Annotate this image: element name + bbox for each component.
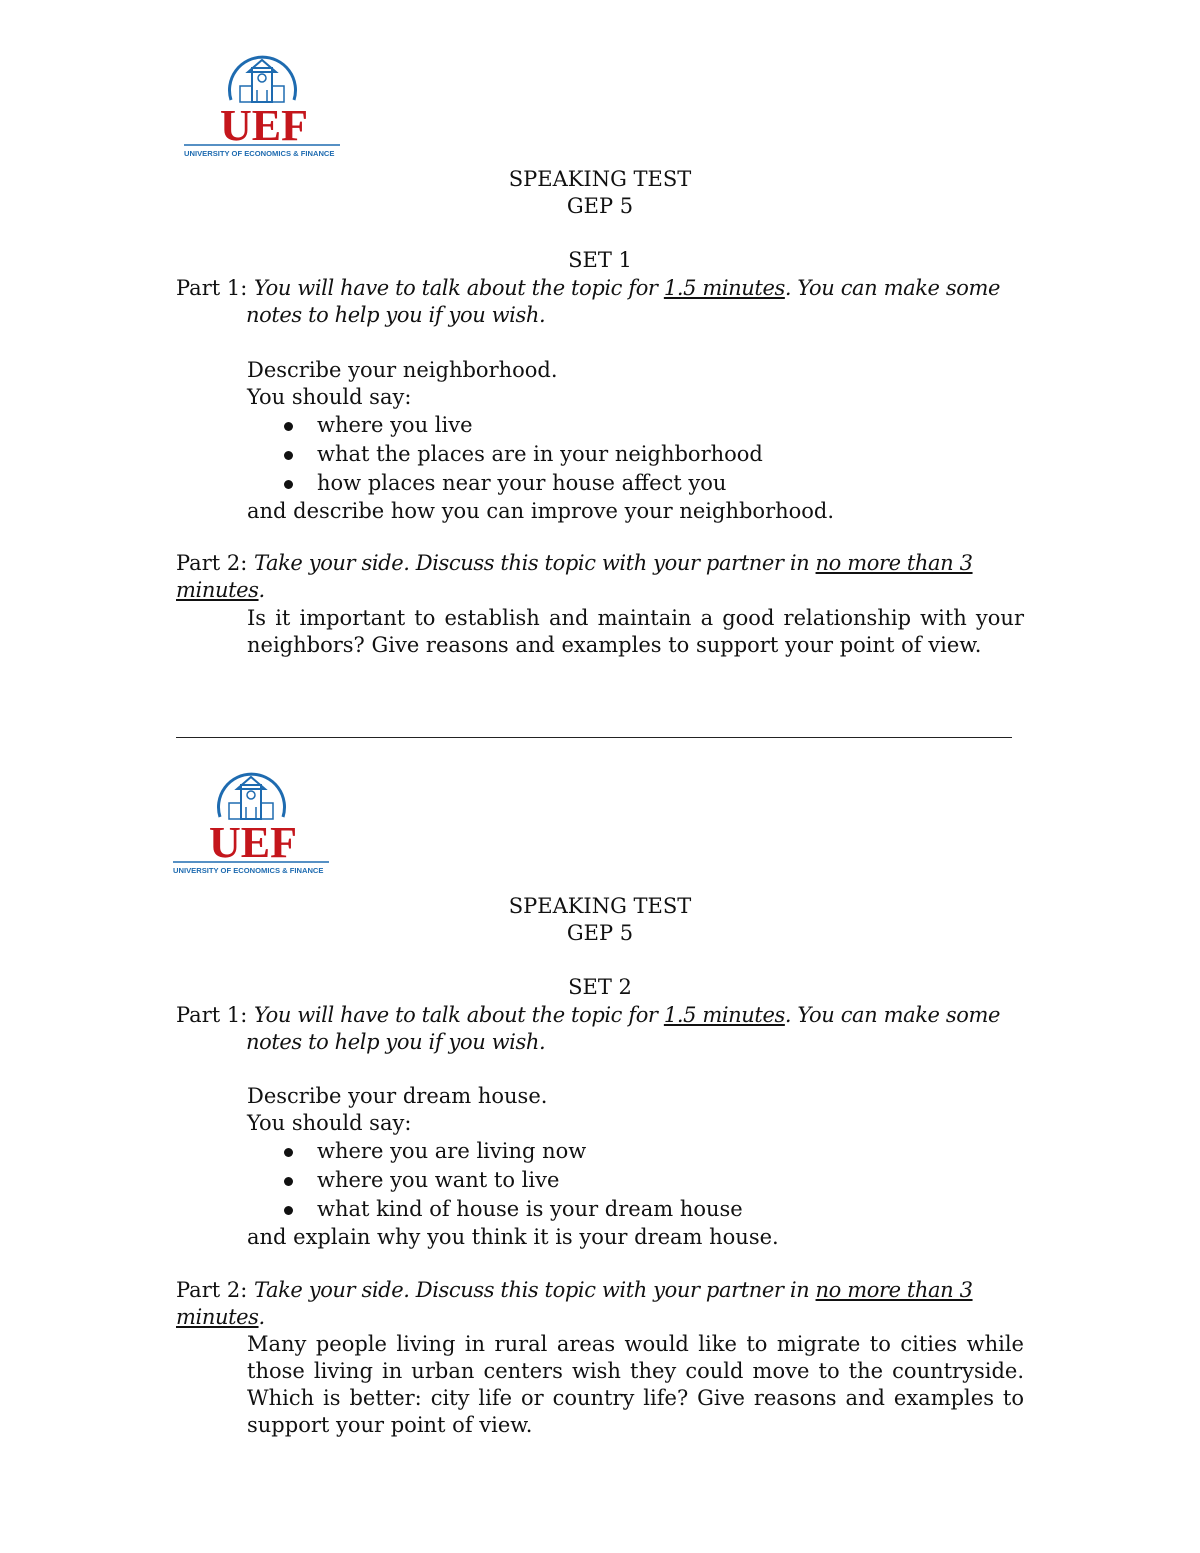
set-label: SET 1: [568, 248, 632, 272]
time-limit: no more than 3 minutes: [176, 551, 973, 602]
set2-heading: [0, 893, 1200, 1001]
list-item: what the places are in your neighborhood: [247, 440, 1024, 469]
list-item: where you want to live: [247, 1166, 1024, 1195]
topic-prompt: You should say:: [247, 1111, 412, 1135]
test-title: SPEAKING TEST: [508, 894, 692, 918]
uef-logo-emblem: [173, 771, 333, 877]
logo-tagline: UNIVERSITY OF ECONOMICS & FINANCE: [184, 149, 335, 158]
bullet-icon: [284, 1177, 293, 1186]
time-limit: 1.5 minutes: [663, 1003, 785, 1027]
list-item: what kind of house is your dream house: [247, 1195, 1024, 1224]
part-instruction: Take your side. Discuss this topic with your partner in no more than 3 minutes.: [176, 551, 973, 602]
section-divider: [176, 737, 1012, 738]
topic-bullets: [247, 411, 1024, 498]
discussion-question: Is it important to establish and maintain a good relationship with your neighbors? Give reasons and examples to support your point of view.: [247, 606, 1024, 657]
logo-wordmark: UEF: [209, 818, 297, 867]
set1-part1-instruction: Part 1: You will have to talk about the topic for 1.5 minutes. You can make some notes to help you if you wish.: [176, 276, 1000, 327]
uef-logo: [173, 771, 333, 877]
topic-closing: and describe how you can improve your neighborhood.: [247, 499, 835, 523]
course-code: GEP 5: [566, 921, 634, 945]
uef-logo: [184, 54, 344, 160]
uef-logo-emblem: [184, 54, 344, 160]
part-instruction: Take your side. Discuss this topic with your partner in no more than 3 minutes.: [176, 1278, 973, 1329]
set2-part2-instruction: Part 2: Take your side. Discuss this topic with your partner in no more than 3 minutes.: [176, 1278, 973, 1329]
set2-part2-question: [247, 1331, 1024, 1439]
course-code: GEP 5: [566, 194, 634, 218]
topic-bullets: [247, 1137, 1024, 1224]
part-label: Part 1: [176, 1003, 241, 1027]
part-instruction: You will have to talk about the topic for 1.5 minutes. You can make some notes to help you if you wish.: [246, 276, 1000, 327]
set1-part1-topic: [247, 357, 1024, 525]
bullet-icon: [284, 451, 293, 460]
topic-title: Describe your neighborhood.: [247, 358, 558, 382]
part-label: Part 2: [176, 551, 241, 575]
set-spacer: [0, 220, 1200, 247]
set1-heading: [0, 166, 1200, 274]
bullet-icon: [284, 480, 293, 489]
test-title: SPEAKING TEST: [508, 167, 692, 191]
part-label: Part 1: [176, 276, 241, 300]
bullet-icon: [284, 1206, 293, 1215]
list-item: where you live: [247, 411, 1024, 440]
set1-part2-instruction: Part 2: Take your side. Discuss this topic with your partner in no more than 3 minutes.: [176, 551, 973, 602]
part-label: Part 2: [176, 1278, 241, 1302]
list-item: where you are living now: [247, 1137, 1024, 1166]
set2-part1-topic: [247, 1083, 1024, 1251]
time-limit: no more than 3 minutes: [176, 1278, 973, 1329]
set-spacer: [0, 947, 1200, 974]
logo-wordmark: UEF: [220, 101, 308, 150]
topic-title: Describe your dream house.: [247, 1084, 548, 1108]
topic-prompt: You should say:: [247, 385, 412, 409]
list-item: how places near your house affect you: [247, 469, 1024, 498]
bullet-icon: [284, 422, 293, 431]
topic-closing: and explain why you think it is your dream house.: [247, 1225, 779, 1249]
set-label: SET 2: [568, 975, 632, 999]
discussion-question: Many people living in rural areas would like to migrate to cities while those living in urban centers wish they could move to the countryside. Which is better: city life or country life? Give reasons and examples to support your point of view.: [247, 1332, 1024, 1437]
part-instruction: You will have to talk about the topic for 1.5 minutes. You can make some notes to help you if you wish.: [246, 1003, 1000, 1054]
time-limit: 1.5 minutes: [663, 276, 785, 300]
set1-part2-question: [247, 605, 1024, 659]
set2-part1-instruction: Part 1: You will have to talk about the topic for 1.5 minutes. You can make some notes to help you if you wish.: [176, 1003, 1000, 1054]
logo-tagline: UNIVERSITY OF ECONOMICS & FINANCE: [173, 866, 324, 875]
bullet-icon: [284, 1148, 293, 1157]
